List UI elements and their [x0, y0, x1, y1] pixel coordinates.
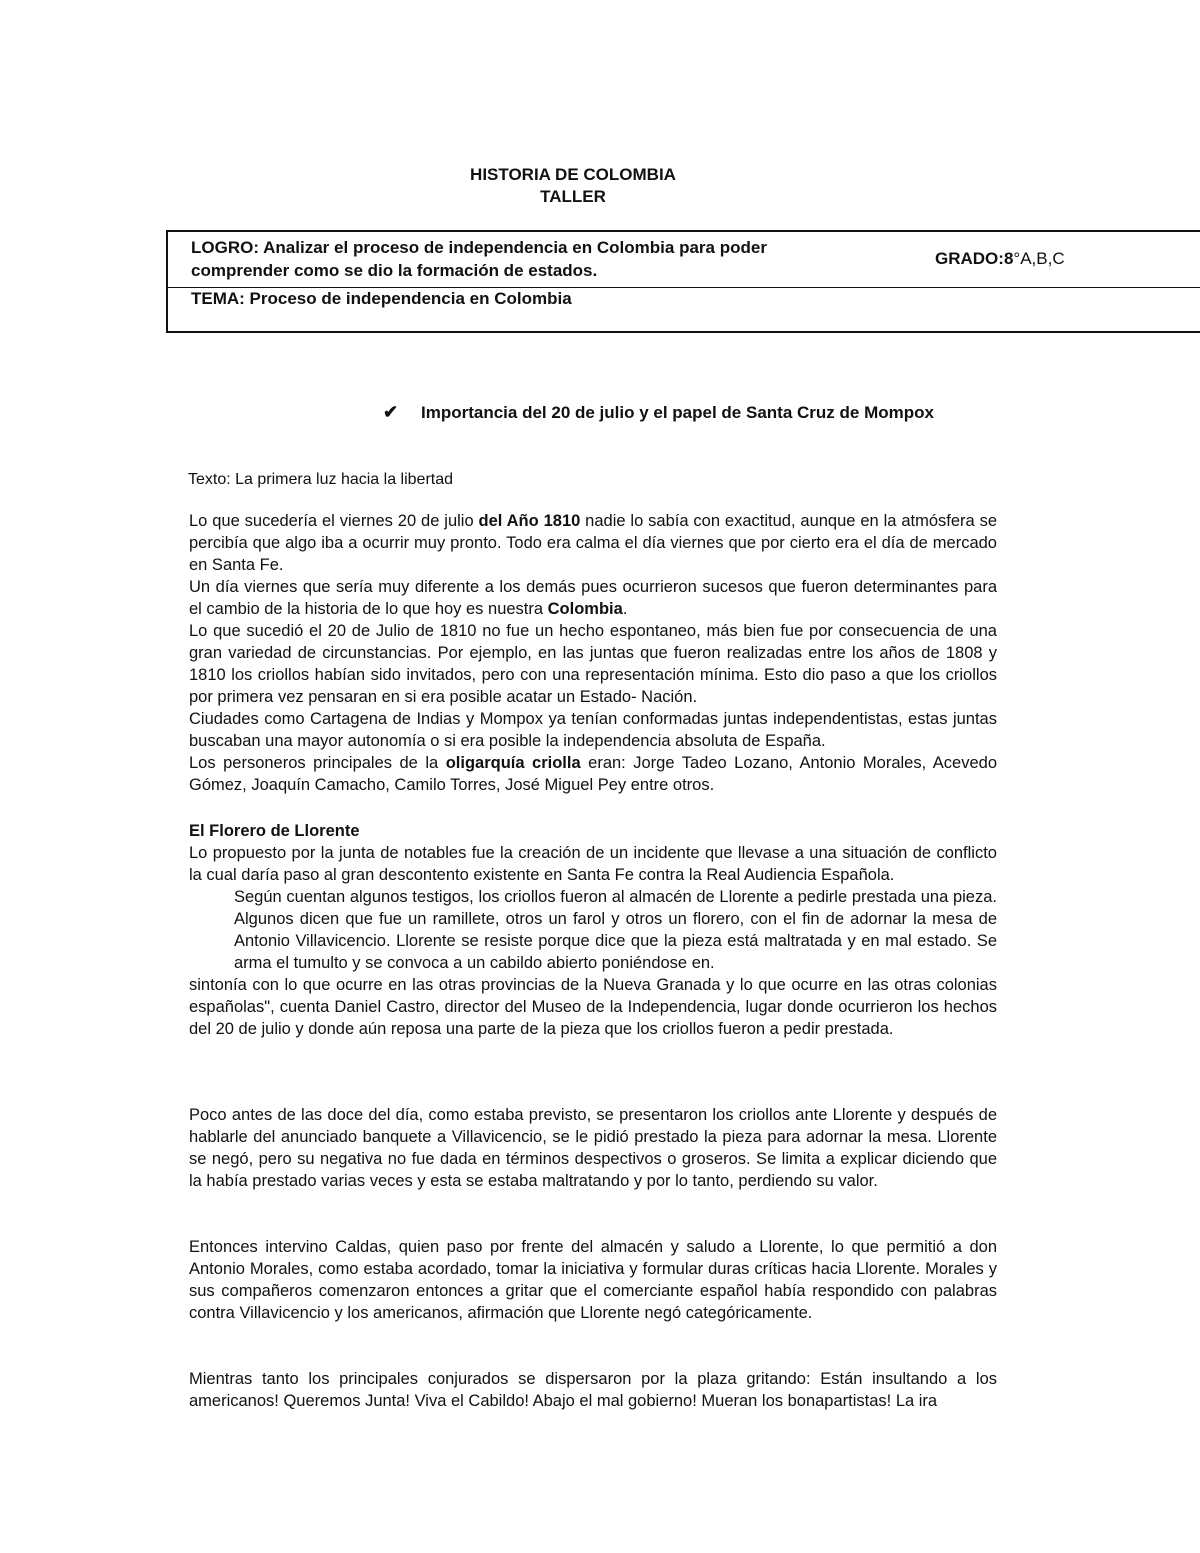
quote-paragraph: Según cuentan algunos testigos, los criollos fueron al almacén de Llorente a pedirle prestada una pieza. Algunos dicen que fue un ramillete, otros un farol y otros un florero, con el fin de adornar la mesa de Antonio Villavicencio. Llorente se resiste porque dice que la pieza está maltratada y en mal estado. Se arma el tumulto y se convoca a un cabildo abierto poniéndose en.: [234, 888, 997, 972]
paragraph: [189, 576, 997, 620]
body-block-1: [189, 510, 997, 796]
body-block-4: [189, 1236, 997, 1324]
document-title: HISTORIA DE COLOMBIA: [470, 165, 676, 184]
body-block-3: [189, 1104, 997, 1192]
tema-text: TEMA: Proceso de independencia en Colombia: [191, 289, 572, 308]
paragraph: Entonces intervino Caldas, quien paso por frente del almacén y saludo a Llorente, lo que permitió a don Antonio Morales, como estaba acordado, tomar la iniciativa y formular duras críticas hacia Llorente. Morales y sus compañeros comenzaron entonces a gritar que el comerciante español había respondido con palabras contra Villavicencio y los americanos, afirmación que Llorente negó categóricamente.: [189, 1238, 997, 1322]
paragraph: [189, 510, 997, 576]
paragraph-text: .: [622, 600, 628, 618]
paragraph: Poco antes de las doce del día, como estaba previsto, se presentaron los criollos ante Llorente y después de hablarle del anunciado banquete a Villavicencio, se le pidió prestado la pieza para adornar la mesa. Llorente se negó, pero su negativa no fue dada en términos despectivos o groseros. Se limita a explicar diciendo que la había prestado varias veces y esta se estaba maltratando y por lo tanto, perdiendo su valor.: [189, 1106, 997, 1190]
paragraph-text: Los personeros principales de la: [189, 754, 446, 772]
paragraph: Ciudades como Cartagena de Indias y Mompox ya tenían conformadas juntas independentistas, estas juntas buscaban una mayor autonomía o si era posible la independencia absoluta de España.: [189, 710, 997, 750]
body-block-5: [189, 1368, 997, 1412]
paragraph-bold-text: oligarquía criolla: [445, 754, 581, 772]
text-label: Texto: La primera luz hacia la libertad: [188, 471, 454, 488]
section-heading: El Florero de Llorente: [189, 822, 360, 840]
header-row-logro: [168, 232, 1200, 288]
grado-value: °A,B,C: [1013, 249, 1065, 268]
header-table: [166, 230, 1200, 333]
topic-heading: [383, 402, 934, 423]
checkmark-icon: ✔: [383, 402, 399, 422]
body-block-2: [189, 820, 997, 1040]
paragraph: Lo propuesto por la junta de notables fue la creación de un incidente que llevase a una situación de conflicto la cual daría paso al gran descontento existente en Santa Fe contra la Real Audiencia Española.: [189, 844, 997, 884]
topic-heading-text: Importancia del 20 de julio y el papel de Santa Cruz de Mompox: [421, 403, 934, 422]
paragraph-bold-text: del Año 1810: [478, 512, 581, 530]
paragraph-text: eran: Jorge Tadeo Lozano, Antonio Morales, Acevedo Gómez, Joaquín Camacho, Camilo Torres, José Miguel Pey entre otros.: [189, 754, 997, 794]
paragraph: Mientras tanto los principales conjurados se dispersaron por la plaza gritando: Están insultando a los americanos! Queremos Junta! Viva el Cabildo! Abajo el mal gobierno! Mueran los bonapartistas! La ira: [189, 1370, 997, 1410]
grado-text: [935, 249, 1065, 269]
paragraph: sintonía con lo que ocurre en las otras provincias de la Nueva Granada y lo que ocurre en las otras colonias españolas", cuenta Daniel Castro, director del Museo de la Independencia, lugar donde ocurrieron los hechos del 20 de julio y donde aún reposa una parte de la pieza que los criollos fueron a pedir prestada.: [189, 976, 997, 1038]
document-subtitle: TALLER: [540, 187, 606, 206]
paragraph-text: Un día viernes que sería muy diferente a los demás pues ocurrieron sucesos que fueron determinantes para el cambio de la historia de lo que hoy es nuestra: [189, 578, 997, 618]
paragraph: [189, 752, 997, 796]
paragraph-bold-text: Colombia: [547, 600, 623, 618]
logro-text: LOGRO: Analizar el proceso de independencia en Colombia para poder comprender como se dio la formación de estados.: [191, 238, 767, 280]
paragraph-text: nadie lo sabía con exactitud, aunque en la atmósfera se percibía que algo iba a ocurrir muy pronto. Todo era calma el día viernes que por cierto era el día de mercado en Santa Fe.: [189, 512, 997, 574]
paragraph: Lo que sucedió el 20 de Julio de 1810 no fue un hecho espontaneo, más bien fue por consecuencia de una gran variedad de circunstancias. Por ejemplo, en las juntas que fueron realizadas entre los años de 1808 y 1810 los criollos habían sido invitados, pero con una representación mínima. Esto dio paso a que los criollos por primera vez pensaran en si era posible acatar un Estado- Nación.: [189, 622, 997, 706]
grado-label: GRADO:8: [935, 249, 1014, 268]
paragraph-text: Lo que sucedería el viernes 20 de julio: [189, 512, 479, 530]
